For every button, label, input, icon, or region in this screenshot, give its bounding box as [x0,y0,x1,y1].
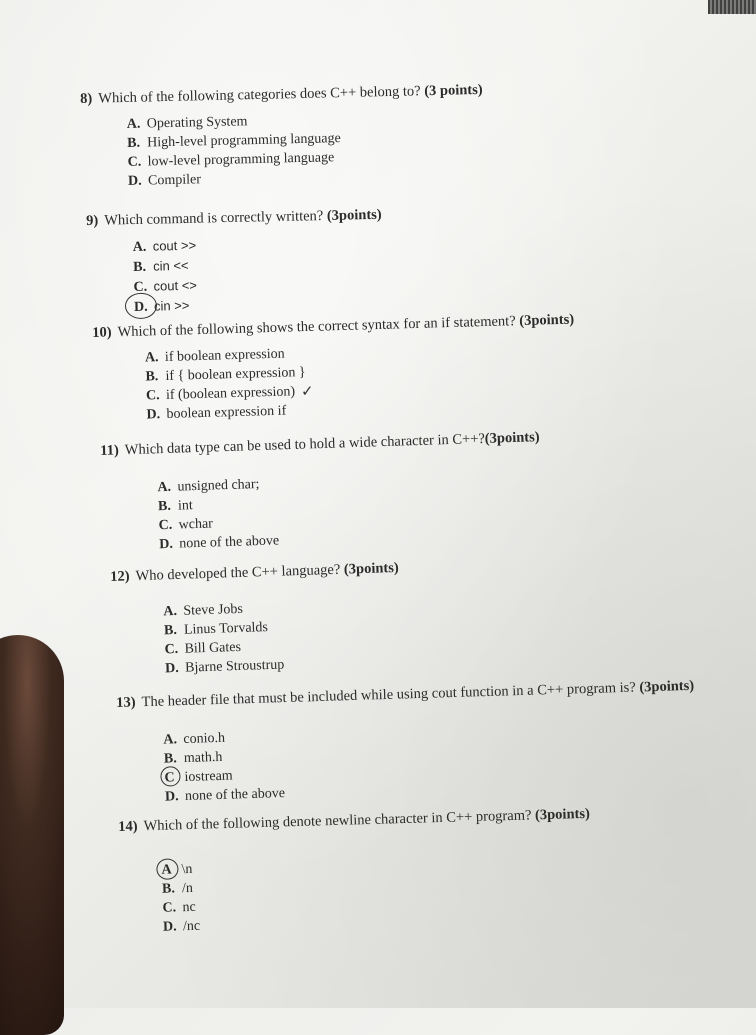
option-b: B. /n [161,880,194,897]
option-d: D. Bjarne Stroustrup [164,657,285,677]
option-c: C. if (boolean expression) ✓ [145,381,314,404]
option-b: B. cin << [133,257,189,276]
question-14-options [161,842,756,937]
question-prompt: Which of the following denote newline character in C++ program? [143,807,532,835]
question-number: 11) [100,442,120,459]
option-c: C iostream [164,749,756,788]
question-13-text [116,673,756,712]
question-prompt: Which data type can be used to hold a wide character in C++? [124,430,486,459]
corner-barcode-strip [708,0,756,14]
question-points: (3points) [639,677,695,696]
finger-holding-paper [0,635,64,1035]
option-a: A. cout >> [132,237,197,256]
question-14 [118,798,756,938]
question-11-text [100,419,756,460]
option-a: A. Steve Jobs [163,601,244,620]
question-prompt: Which of the following shows the correct syntax for an if statement? [117,313,516,341]
question-points: (3points) [484,429,540,447]
question-prompt: Who developed the C++ language? [135,561,341,585]
option-d: D. Compiler [127,172,202,189]
question-number: 13) [116,694,136,711]
question-prompt: Which of the following categories does C++ belong to? [98,83,421,107]
option-d: D. cin >> [134,283,756,317]
option-a: A. unsigned char; [157,477,260,496]
question-9-options [133,223,756,317]
question-number: 8) [80,90,93,107]
option-c: C. wchar [158,516,214,534]
question-number: 10) [92,324,112,341]
question-number: 14) [118,818,138,835]
question-points: (3 points) [424,81,483,100]
question-10-options [145,330,756,425]
option-b: B. High-level programming language [127,131,341,151]
option-d: D. none of the above [164,786,286,805]
option-b: B. Linus Torvalds [163,620,269,639]
question-points: (3points) [534,805,591,824]
question-prompt: Which command is correctly written? [104,208,324,229]
question-9-text [86,197,756,230]
option-d: D. boolean expression if [146,403,287,423]
question-points: (3points) [519,311,575,330]
question-8 [80,74,756,192]
question-10 [92,304,756,426]
question-13 [116,673,756,808]
option-a: A \n [161,842,756,880]
question-8-options [127,100,756,191]
option-b: B. int [157,498,194,515]
question-points: (3points) [343,559,399,578]
question-number: 12) [110,568,130,585]
question-13-options [163,711,756,807]
question-prompt: The header file that must be included while using cout function in a C++ program is? [141,679,636,711]
option-c: C. Bill Gates [164,639,242,658]
option-c: C. nc [162,899,196,916]
option-a: A. if boolean expression [144,346,285,366]
option-c: C. low-level programming language [127,150,335,170]
question-9 [86,197,756,318]
option-d: D. none of the above [159,533,280,553]
question-number: 9) [86,212,99,229]
question-12-options [163,581,756,678]
question-points: (3points) [326,206,382,224]
option-b: B. math.h [163,749,223,767]
option-a: A. conio.h [163,730,226,748]
option-a: A. Operating System [126,114,248,132]
option-d: D. /nc [162,918,201,935]
option-b: B. if { boolean expression } [145,365,306,385]
question-11-options [157,457,756,554]
checkmark-icon: ✓ [300,381,314,401]
question-12 [110,545,756,680]
option-c: C. cout <> [133,277,198,296]
question-11 [100,419,756,556]
